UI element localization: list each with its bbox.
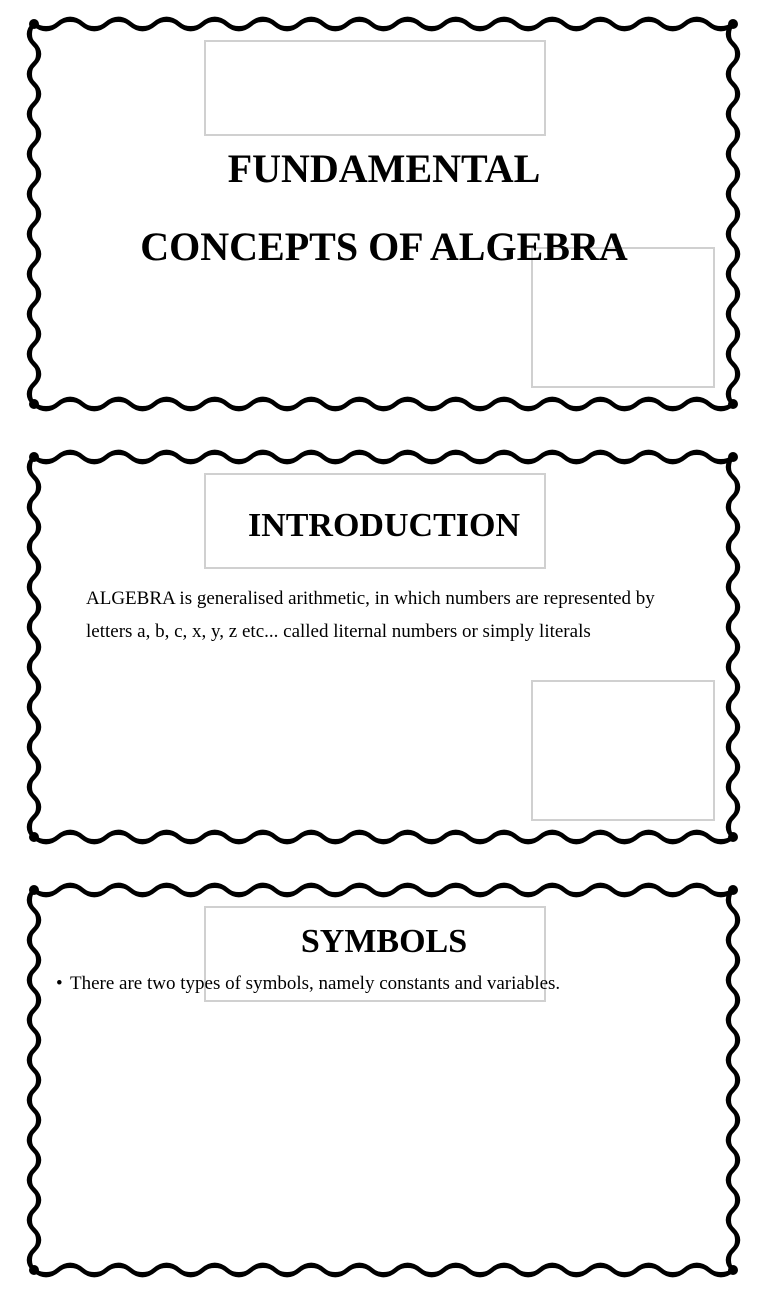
- border-corner-ornament: [728, 1265, 738, 1275]
- border-corner-ornament: [728, 452, 738, 462]
- border-corner-ornament: [29, 885, 39, 895]
- symbols-slide: [0, 866, 768, 1024]
- slide-heading: SYMBOLS: [300, 923, 468, 960]
- border-corner-ornament: [29, 399, 39, 409]
- wavy-border-stroke: [34, 21, 733, 27]
- wavy-border-stroke: [34, 401, 733, 407]
- border-corner-ornament: [29, 832, 39, 842]
- border-corner-ornament: [29, 452, 39, 462]
- border-corner-ornament: [728, 885, 738, 895]
- border-corner-ornament: [728, 399, 738, 409]
- wavy-border-stroke: [34, 834, 733, 840]
- border-corner-ornament: [29, 19, 39, 29]
- wavy-border-stroke: [34, 454, 733, 460]
- wavy-border-stroke: [34, 1267, 733, 1273]
- slide-body-text: ALGEBRA is generalised arithmetic, in which numbers are represented by letters a, b, c, x, y, z etc... called liternal numbers or simply literals: [86, 588, 655, 642]
- introduction-slide: [0, 433, 768, 858]
- bullet-text: There are two types of symbols, namely constants and variables.: [70, 973, 561, 994]
- title-slide: [0, 0, 768, 425]
- slide-title-line-2: CONCEPTS OF ALGEBRA: [140, 224, 628, 269]
- slide-heading: INTRODUCTION: [247, 507, 521, 544]
- border-corner-ornament: [728, 19, 738, 29]
- bullet-item: [56, 971, 560, 997]
- wavy-border-stroke: [34, 887, 733, 893]
- bullet-icon: •: [56, 973, 63, 994]
- empty-placeholder-box: [204, 40, 546, 136]
- border-corner-ornament: [29, 1265, 39, 1275]
- empty-placeholder-box: [531, 680, 715, 821]
- slide-title-line-1: FUNDAMENTAL: [227, 146, 541, 191]
- border-corner-ornament: [728, 832, 738, 842]
